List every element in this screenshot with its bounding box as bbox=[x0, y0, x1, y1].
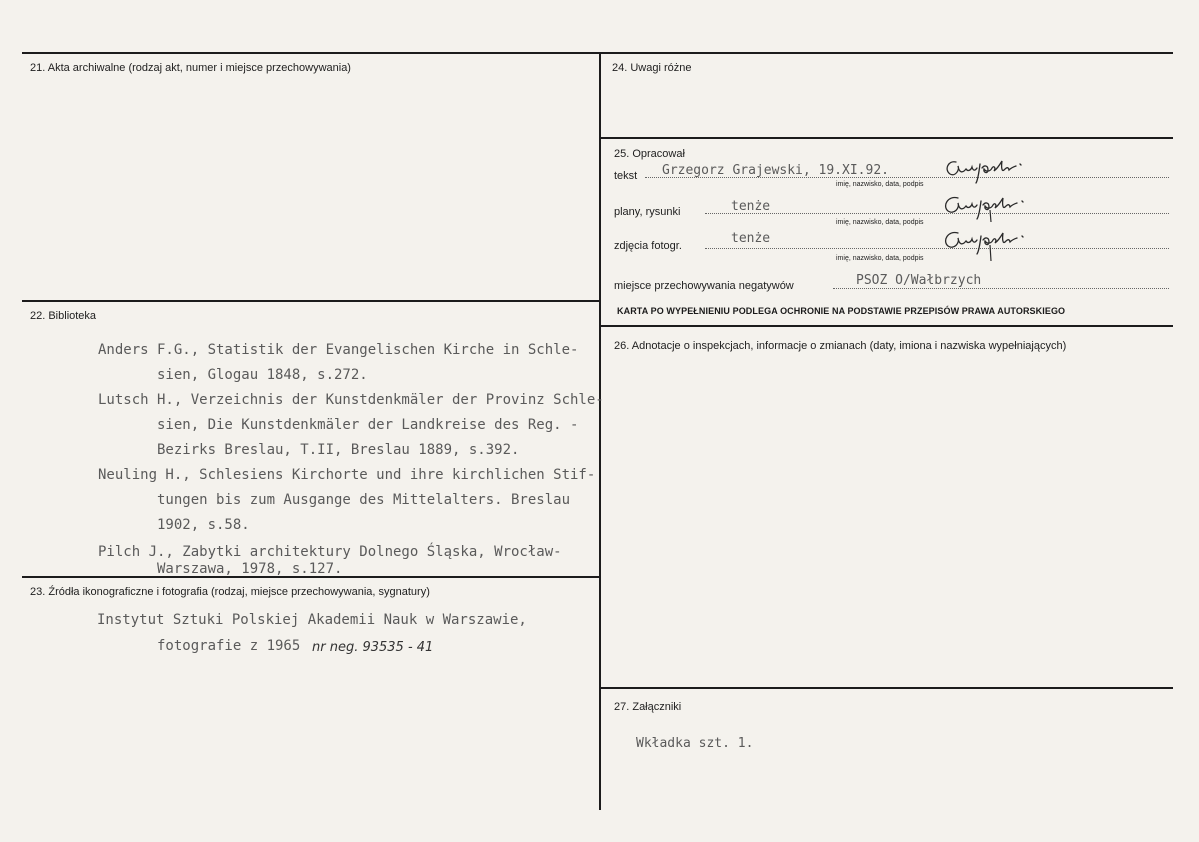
section-25-label: 25. Opracował bbox=[614, 148, 685, 160]
zdjecia-label: zdjęcia fotogr. bbox=[614, 240, 682, 252]
iconography-line-1: Instytut Sztuki Polskiej Akademii Nauk w Warszawie, bbox=[97, 612, 527, 628]
signature-zdjecia bbox=[940, 227, 1040, 257]
zdjecia-dotline bbox=[705, 248, 1169, 249]
section-27-label: 27. Załączniki bbox=[614, 701, 682, 713]
negative-number-handwritten: nr neg. 93535 - 41 bbox=[312, 640, 434, 655]
negatywy-dotline bbox=[833, 288, 1169, 289]
tekst-label: tekst bbox=[614, 170, 638, 182]
section-26-label: 26. Adnotacje o inspekcjach, informacje o zmianach (daty, imiona i nazwiska wypełniających) bbox=[614, 340, 1067, 352]
bibliography-line: Pilch J., Zabytki architektury Dolnego Śląska, Wrocław- bbox=[98, 544, 562, 560]
zdjecia-value: tenże bbox=[731, 231, 771, 246]
rule-27 bbox=[600, 687, 1173, 689]
bibliography-line: Neuling H., Schlesiens Kirchorte und ihre kirchlichen Stif- bbox=[98, 467, 596, 483]
bibliography-line: sien, Glogau 1848, s.272. bbox=[157, 367, 368, 383]
attachments-value: Wkładka szt. 1. bbox=[636, 736, 754, 751]
bibliography-line: 1902, s.58. bbox=[157, 517, 250, 533]
bibliography-line: tungen bis zum Ausgange des Mittelalters. Breslau bbox=[157, 492, 571, 508]
plany-caption: imię, nazwisko, data, podpis bbox=[836, 219, 924, 226]
vertical-divider bbox=[599, 52, 601, 810]
bibliography-line: Warszawa, 1978, s.127. bbox=[157, 561, 343, 577]
zdjecia-caption: imię, nazwisko, data, podpis bbox=[836, 255, 924, 262]
signature-plany bbox=[940, 192, 1040, 220]
plany-value: tenże bbox=[731, 199, 771, 214]
tekst-caption: imię, nazwisko, data, podpis bbox=[836, 181, 924, 188]
plany-dotline bbox=[705, 213, 1169, 214]
section-23-label: 23. Źródła ikonograficzne i fotografia (rodzaj, miejsce przechowywania, sygnatury) bbox=[30, 586, 430, 598]
section-21-label: 21. Akta archiwalne (rodzaj akt, numer i miejsce przechowywania) bbox=[30, 62, 351, 74]
negatywy-label: miejsce przechowywania negatywów bbox=[614, 280, 794, 292]
section-22-label: 22. Biblioteka bbox=[30, 310, 97, 322]
rule-25 bbox=[600, 137, 1173, 139]
signature-tekst bbox=[942, 156, 1037, 184]
plany-label: plany, rysunki bbox=[614, 206, 681, 218]
top-rule bbox=[22, 52, 1173, 54]
bibliography-line: sien, Die Kunstdenkmäler der Landkreise des Reg. - bbox=[157, 417, 579, 433]
iconography-line-2: fotografie z 1965 bbox=[157, 638, 301, 654]
copyright-notice: KARTA PO WYPEŁNIENIU PODLEGA OCHRONIE NA PODSTAWIE PRZEPISÓW PRAWA AUTORSKIEGO bbox=[617, 306, 1066, 316]
rule-22 bbox=[22, 300, 600, 302]
bibliography-line: Lutsch H., Verzeichnis der Kunstdenkmäler der Provinz Schle- bbox=[98, 392, 604, 408]
bibliography-line: Bezirks Breslau, T.II, Breslau 1889, s.392. bbox=[157, 442, 520, 458]
rule-26 bbox=[600, 325, 1173, 327]
tekst-value: Grzegorz Grajewski, 19.XI.92. bbox=[662, 163, 889, 178]
negatywy-value: PSOZ O/Wałbrzych bbox=[856, 273, 982, 288]
section-24-label: 24. Uwagi różne bbox=[612, 62, 692, 74]
bibliography-line: Anders F.G., Statistik der Evangelischen Kirche in Schle- bbox=[98, 342, 579, 358]
